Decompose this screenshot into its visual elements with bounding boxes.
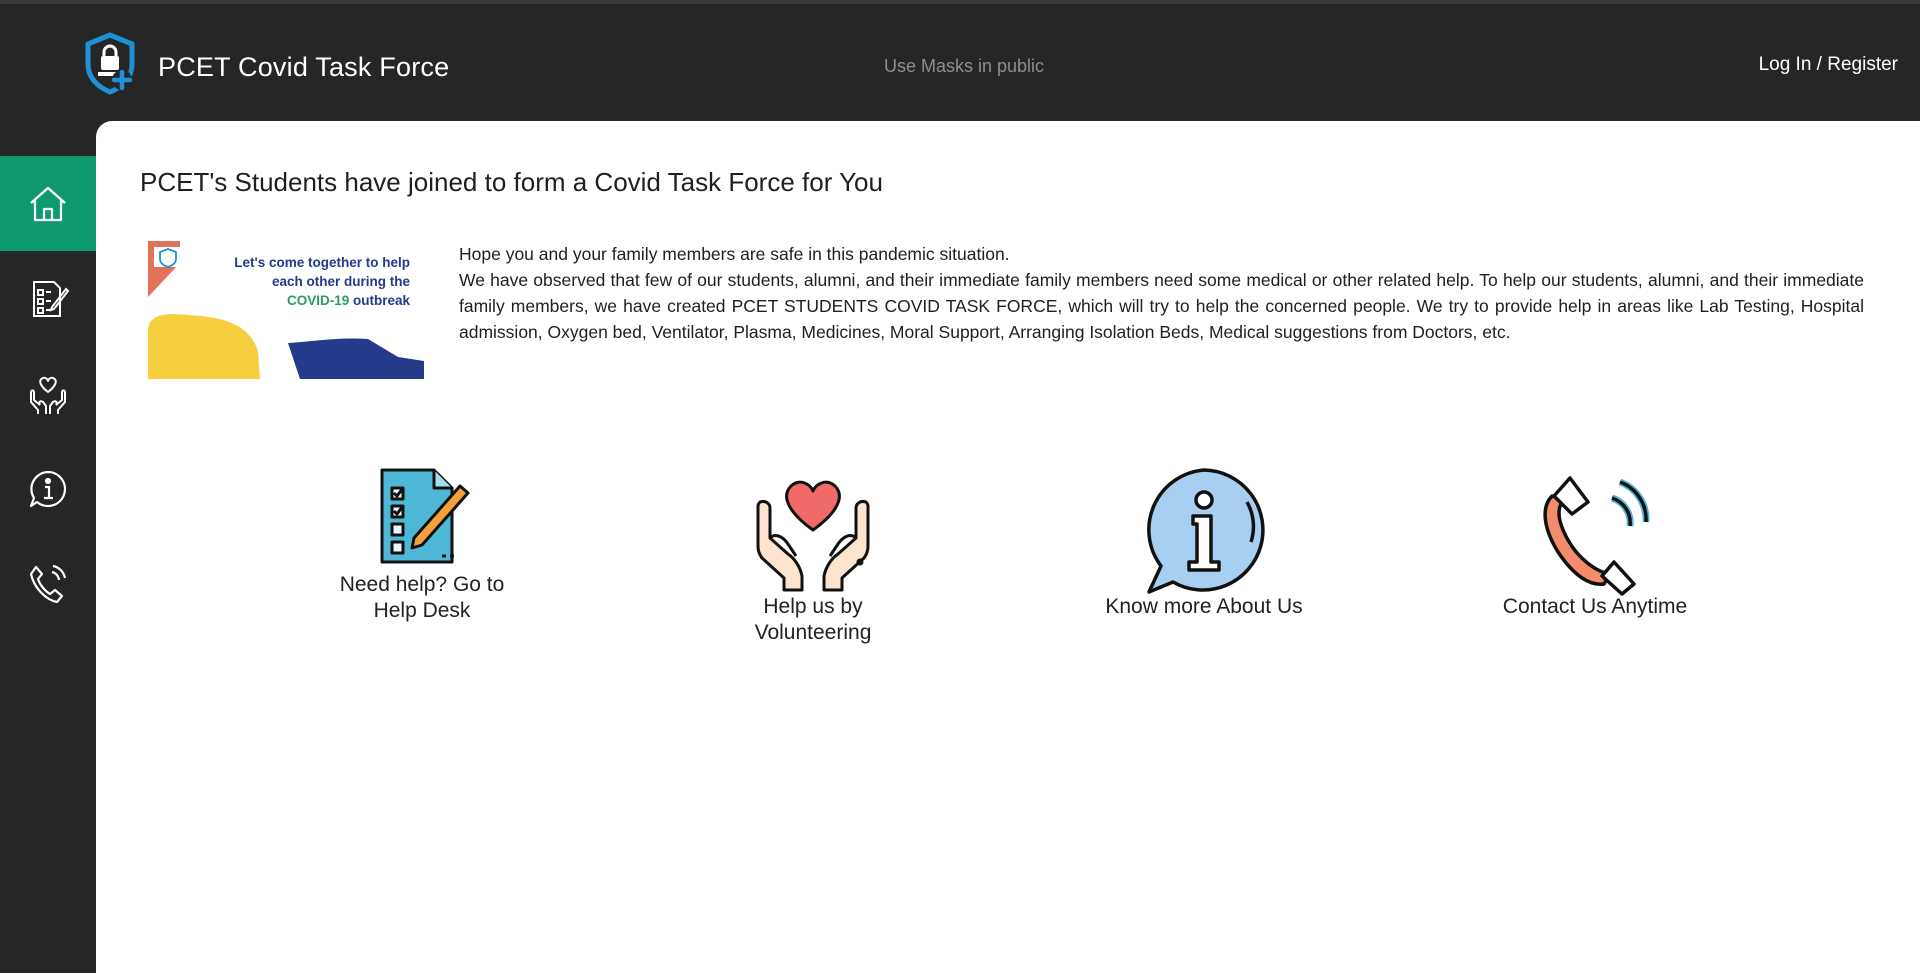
contact-label: Contact Us Anytime [1502, 595, 1688, 618]
help-desk-card[interactable] [322, 466, 522, 624]
shield-logo-icon[interactable] [82, 32, 138, 96]
sidebar-item-help-desk[interactable] [0, 251, 96, 346]
tagline: Use Masks in public [884, 56, 1045, 76]
volunteer-icon [26, 372, 70, 416]
phone-icon [26, 562, 70, 606]
brand-title[interactable]: PCET Covid Task Force [158, 52, 450, 82]
info-bubble-icon [1139, 466, 1269, 596]
sidebar-item-contact[interactable] [0, 536, 96, 631]
contact-card[interactable] [1495, 466, 1695, 620]
sidebar-item-volunteer[interactable] [0, 346, 96, 441]
sidebar-item-home[interactable] [0, 156, 96, 251]
heart-hands-icon [748, 466, 878, 596]
help-desk-label: Need help? Go to Help Desk [339, 573, 505, 622]
intro-paragraph-1: Hope you and your family members are safe in this pandemic situation. [459, 244, 1010, 264]
login-register-link[interactable]: Log In / Register [1758, 54, 1898, 75]
checklist-icon [372, 466, 472, 566]
volunteer-label: Help us by Volunteering [754, 595, 872, 644]
home-icon [26, 182, 70, 226]
phone-call-icon [1530, 466, 1660, 596]
sidebar-item-about[interactable] [0, 441, 96, 536]
banner-text: Let's come together to help each other during the COVID-19 outbreak [234, 255, 410, 308]
intro-paragraph-2: We have observed that few of our students, alumni, and their immediate family members need some medical or other related help. To help our students, alumni, and their immediate family members, we have created PCET STUDENTS COVID TASK FORCE, which will try to help the concerned people. We try to provide help in areas like Lab Testing, Hospital admission, Oxygen bed, Ventilator, Plasma, Medicines, Moral Support, Arranging Isolation Beds, Medical suggestions from Doctors, etc. [459, 270, 1864, 342]
volunteer-card[interactable] [713, 466, 913, 646]
header [0, 4, 1920, 120]
sidebar [0, 156, 96, 631]
help-desk-icon [26, 277, 70, 321]
info-icon [26, 467, 70, 511]
about-card[interactable] [1104, 466, 1304, 620]
main-content [96, 121, 1920, 973]
about-label: Know more About Us [1105, 595, 1303, 618]
page-title: PCET's Students have joined to form a Covid Task Force for You [140, 167, 883, 197]
banner-image [148, 241, 424, 379]
intro-text [459, 241, 1864, 345]
